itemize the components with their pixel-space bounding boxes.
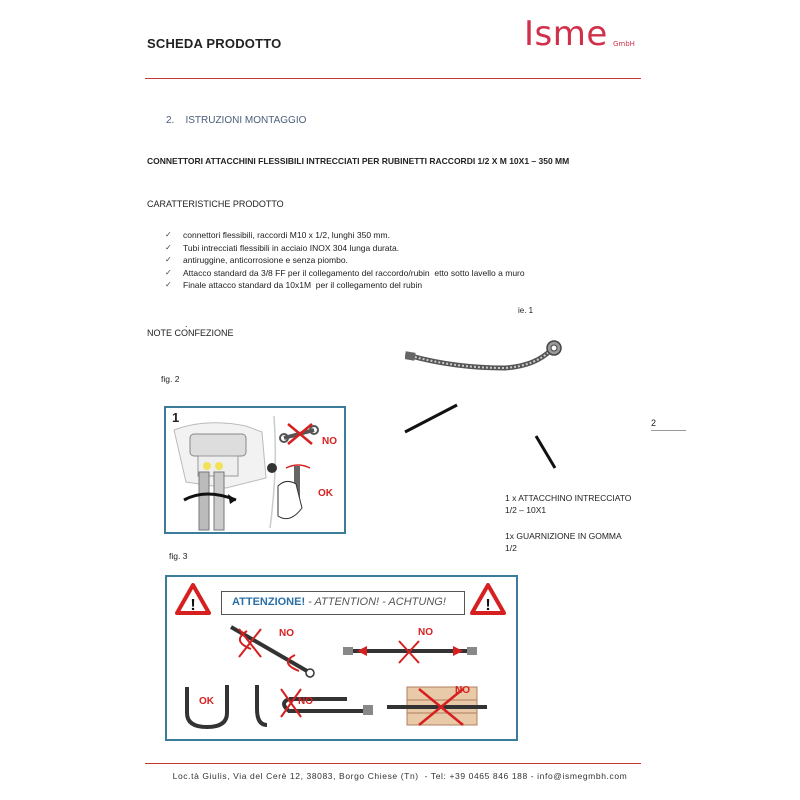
package-contents (505, 492, 631, 568)
list-item: ✓ Tubi intrecciati flessibili in acciaio INOX 304 lunga durata. (165, 242, 400, 253)
hose-warnings-illustration (167, 577, 518, 741)
features-list (165, 229, 525, 292)
braided-hose-image (405, 338, 565, 378)
list-item: 1 x ATTACCHINO INTRECCIATO 1/2 – 10X1 (505, 493, 632, 515)
gasket-image (400, 400, 560, 472)
checkmark-icon: ✓ (165, 230, 172, 239)
list-item: ✓ Finale attacco standard da 10x1M per il collegamento del rubin (165, 280, 423, 290)
section-title: 2. ISTRUZIONI MONTAGGIO (166, 115, 307, 126)
no-label: NO (298, 696, 313, 707)
ok-label: OK (318, 488, 333, 499)
figure-2-label: fig. 2 (161, 374, 180, 384)
trailing-dot: . (185, 319, 188, 329)
no-label: NO (279, 628, 294, 639)
figure-3-label: fig. 3 (169, 551, 188, 561)
list-item: ✓ connettori flessibili, raccordi M10 x 1/2, lunghi 350 mm. (165, 230, 390, 240)
checkmark-icon: ✓ (165, 280, 172, 289)
svg-text:!: ! (485, 597, 491, 614)
page-number-rule (651, 430, 686, 431)
product-heading: CONNETTORI ATTACCHINI FLESSIBILI INTRECCIATI PER RUBINETTI RACCORDI 1/2 X M 10X1 – 350 MM (147, 156, 570, 166)
faucet-install-illustration (166, 408, 346, 534)
svg-text:!: ! (190, 597, 196, 614)
no-label: NO (418, 627, 433, 638)
document-title: SCHEDA PRODOTTO (147, 36, 282, 51)
checkmark-icon: ✓ (165, 242, 172, 252)
list-item: 1x GUARNIZIONE IN GOMMA 1/2 (505, 531, 622, 553)
list-item: ✓ antiruggine, anticorrosione e senza piombo. (165, 255, 348, 265)
no-label: NO (322, 436, 337, 447)
footer-divider (145, 763, 641, 764)
company-logo-suffix: GmbH (613, 40, 635, 48)
list-item: ✓ Attacco standard da 3/8 FF per il collegamento del raccordo/rubin etto sotto lavello a muro (165, 267, 525, 278)
page-number: 2 (651, 418, 657, 428)
step-number: 1 (172, 410, 180, 425)
figure-3-panel (165, 575, 518, 741)
checkmark-icon: ✓ (165, 255, 172, 264)
figure-1-label: ie. 1 (518, 306, 534, 315)
ok-label: OK (199, 696, 214, 707)
notes-title: NOTE CONFEZIONE (147, 328, 234, 338)
no-label: NO (455, 685, 470, 696)
footer-contact: Loc.tà Giulis, Via del Cerè 12, 38083, Borgo Chiese (Tn) - Tel: +39 0465 846 188 - info@ismegmbh.com (172, 771, 628, 781)
figure-2-panel (164, 406, 346, 534)
company-logo: Isme (524, 14, 608, 54)
header-divider (145, 78, 641, 79)
checkmark-icon: ✓ (165, 267, 172, 277)
attention-banner: ATTENZIONE! - ATTENTION! - ACHTUNG! (221, 591, 465, 615)
features-title: CARATTERISTICHE PRODOTTO (147, 199, 284, 209)
